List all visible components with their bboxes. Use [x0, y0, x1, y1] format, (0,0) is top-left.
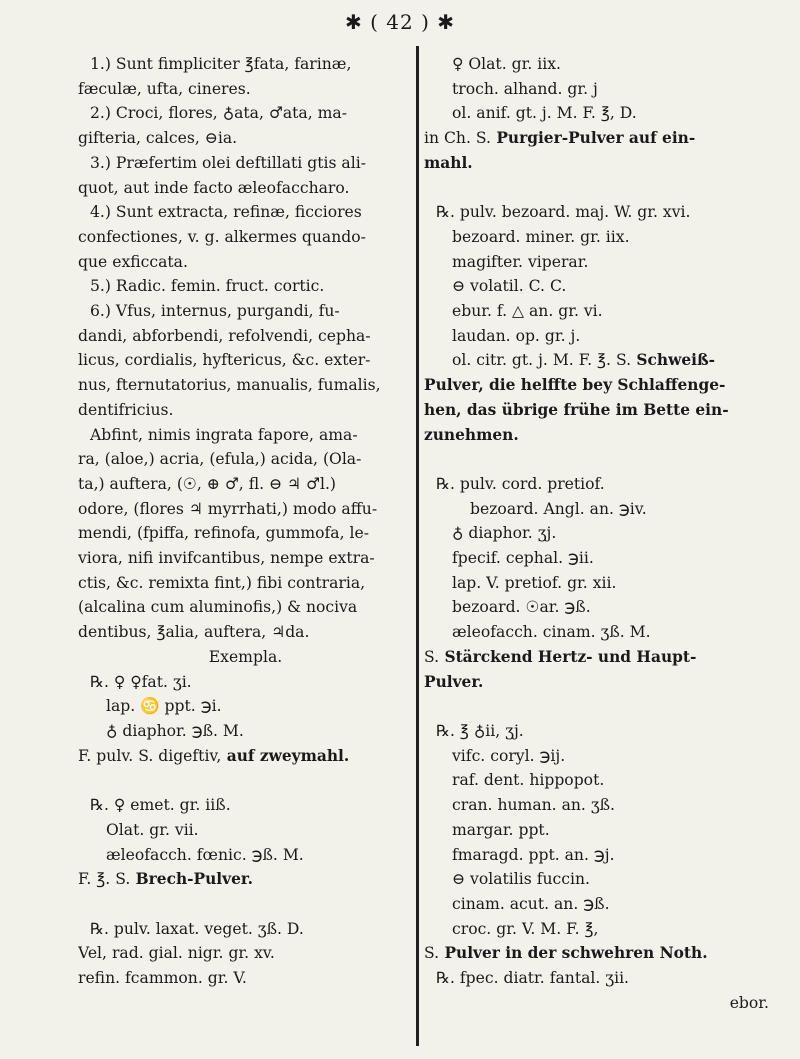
- right-text-line: [424, 324, 769, 349]
- latin-text: ta,) auftera, (☉, ⊕ ♂, fl. ⊖ ♃ ♂l.): [78, 474, 337, 493]
- right-text-line: [424, 546, 769, 571]
- latin-text: ℞. pulv. laxat. veget. ʒß. D.: [90, 919, 304, 938]
- page-header: ✱ ( 42 ) ✱: [345, 10, 455, 34]
- right-text-line: [424, 225, 769, 250]
- left-text-line: [78, 546, 413, 571]
- latin-text: fpecif. cephal. ℈ii.: [452, 549, 594, 568]
- latin-text: mendi, (fpiffa, refinofa, gummofa, le-: [78, 524, 370, 543]
- left-text-line: [78, 521, 413, 546]
- left-text-line: [78, 52, 413, 77]
- latin-text: Exempla.: [208, 647, 283, 666]
- latin-text: 1.) Sunt fimpliciter ℥fata, farinæ,: [90, 55, 352, 73]
- right-text-line: [424, 744, 769, 769]
- left-text-line: [78, 843, 413, 868]
- left-text-line: [78, 324, 413, 349]
- left-text-line: [78, 200, 413, 225]
- left-text-line: [78, 472, 413, 497]
- left-text-line: [78, 77, 413, 102]
- latin-text: bezoard. miner. gr. iix.: [452, 227, 630, 246]
- latin-text: lap. ♋ ppt. ℈i.: [106, 697, 222, 716]
- latin-text: ol. citr. gt. j. M. F. ℥. S.: [452, 351, 632, 370]
- latin-text: bezoard. Angl. an. ℈iv.: [470, 499, 647, 518]
- latin-text: que exficcata.: [78, 252, 188, 271]
- left-text-line: [78, 917, 413, 942]
- left-text-line: [78, 571, 413, 596]
- latin-text: ℞. pulv. cord. pretiof.: [436, 474, 605, 493]
- latin-text: cinam. acut. an. ℈ß.: [452, 894, 610, 913]
- latin-text: æleofacch. fœnic. ℈ß. M.: [106, 845, 304, 864]
- right-text-line: [424, 77, 769, 102]
- latin-text: dandi, abforbendi, refolvendi, cepha-: [78, 326, 371, 345]
- latin-text: Olat. gr. vii.: [106, 820, 199, 839]
- latin-text: ebur. f. △ an. gr. vi.: [452, 302, 603, 321]
- fraktur-text: Pulver in der schwehren Noth.: [439, 944, 708, 963]
- latin-text: dentifricius.: [78, 400, 174, 419]
- left-text-line: [78, 768, 413, 793]
- left-text-line: [78, 744, 413, 769]
- latin-text: viora, nifi invifcantibus, nempe extra-: [78, 549, 375, 568]
- latin-text: ebor.: [729, 993, 769, 1012]
- latin-text: magifter. viperar.: [452, 252, 589, 271]
- right-text-line: [424, 694, 769, 719]
- latin-text: vifc. coryl. ℈ij.: [452, 746, 566, 765]
- fraktur-text: hen, das übrige frühe im Bette ein-: [424, 400, 729, 419]
- latin-text: 5.) Radic. femin. fruct. cortic.: [90, 277, 325, 296]
- latin-text: in Ch. S.: [424, 129, 491, 148]
- right-text-line: [424, 101, 769, 126]
- right-column: [424, 52, 769, 1015]
- latin-text: nus, fternutatorius, manualis, fumalis,: [78, 376, 381, 395]
- right-text-line: [424, 941, 769, 966]
- latin-text: fmaragd. ppt. an. ℈j.: [452, 845, 615, 864]
- latin-text: confectiones, v. g. alkermes quando-: [78, 227, 366, 246]
- latin-text: ctis, &c. remixta fint,) fibi contraria,: [78, 573, 366, 592]
- latin-text: ra, (aloe,) acria, (efula,) acida, (Ola-: [78, 450, 362, 469]
- latin-text: ♁ diaphor. ʒj.: [452, 524, 557, 543]
- latin-text: æleofacch. cinam. ʒß. M.: [452, 623, 651, 642]
- right-text-line: [424, 843, 769, 868]
- fraktur-text: mahl.: [424, 153, 473, 172]
- left-text-line: [78, 423, 413, 448]
- fraktur-text: Schweiß-: [631, 351, 716, 370]
- left-text-line: [78, 101, 413, 126]
- fraktur-text: Purgier-Pulver auf ein-: [490, 129, 696, 148]
- right-text-line: [424, 818, 769, 843]
- latin-text: dentibus, ℥alia, auftera, ♃da.: [78, 623, 310, 642]
- fraktur-text: Stärckend Hertz- und Haupt-: [439, 647, 697, 666]
- left-text-line: [78, 447, 413, 472]
- right-text-line: [424, 991, 769, 1016]
- left-text-line: [78, 274, 413, 299]
- left-text-line: [78, 793, 413, 818]
- latin-text: raf. dent. hippopot.: [452, 771, 605, 790]
- right-text-line: [424, 892, 769, 917]
- latin-text: odore, (flores ♃ myrrhati,) modo affu-: [78, 499, 378, 518]
- latin-text: laudan. op. gr. j.: [452, 326, 581, 345]
- left-column: [78, 52, 413, 991]
- latin-text: 4.) Sunt extracta, refinæ, ficciores: [90, 203, 362, 222]
- left-text-line: [78, 867, 413, 892]
- latin-text: ℞. ♀ ♀fat. ʒi.: [90, 672, 192, 691]
- latin-text: S.: [424, 944, 440, 963]
- latin-text: 2.) Croci, flores, ♁ata, ♂ata, ma-: [90, 104, 347, 123]
- right-text-line: [424, 398, 769, 423]
- latin-text: ℞. ℥ ♁ii, ʒj.: [436, 721, 524, 740]
- right-text-line: [424, 472, 769, 497]
- left-text-line: [78, 126, 413, 151]
- right-text-line: [424, 768, 769, 793]
- left-text-line: [78, 670, 413, 695]
- right-text-line: [424, 274, 769, 299]
- right-text-line: [424, 917, 769, 942]
- fraktur-text: Pulver, die helffte bey Schlaffenge-: [424, 376, 726, 395]
- left-text-line: [78, 694, 413, 719]
- left-text-line: [78, 645, 413, 670]
- left-text-line: [78, 299, 413, 324]
- latin-text: F. ℥. S.: [78, 870, 131, 889]
- latin-text: bezoard. ☉ar. ℈ß.: [452, 598, 591, 617]
- latin-text: Vel, rad. gial. nigr. gr. xv.: [78, 944, 275, 963]
- latin-text: cran. human. an. ʒß.: [452, 796, 615, 815]
- right-text-line: [424, 151, 769, 176]
- latin-text: lap. V. pretiof. gr. xii.: [452, 573, 617, 592]
- right-text-line: [424, 447, 769, 472]
- column-divider: [416, 46, 419, 1046]
- left-text-line: [78, 151, 413, 176]
- right-text-line: [424, 250, 769, 275]
- latin-text: troch. alhand. gr. j: [452, 79, 598, 98]
- left-text-line: [78, 892, 413, 917]
- left-text-line: [78, 941, 413, 966]
- latin-text: ol. anif. gt. j. M. F. ℥, D.: [452, 104, 637, 123]
- latin-text: ⊖ volatil. C. C.: [452, 277, 567, 296]
- latin-text: refin. fcammon. gr. V.: [78, 969, 247, 988]
- right-text-line: [424, 299, 769, 324]
- right-text-line: [424, 966, 769, 991]
- latin-text: F. pulv. S. digeftiv,: [78, 746, 222, 765]
- left-text-line: [78, 398, 413, 423]
- fraktur-text: Brech-Pulver.: [130, 870, 253, 889]
- latin-text: ⊖ volatilis fuccin.: [452, 870, 590, 889]
- left-text-line: [78, 818, 413, 843]
- latin-text: 3.) Præfertim olei deftillati gtis ali-: [90, 153, 366, 172]
- latin-text: croc. gr. V. M. F. ℥,: [452, 919, 599, 938]
- right-text-line: [424, 176, 769, 201]
- latin-text: licus, cordialis, hyftericus, &c. exter-: [78, 351, 371, 370]
- right-text-line: [424, 595, 769, 620]
- left-text-line: [78, 250, 413, 275]
- left-text-line: [78, 497, 413, 522]
- right-text-line: [424, 670, 769, 695]
- latin-text: S.: [424, 647, 440, 666]
- latin-text: 6.) Vfus, internus, purgandi, fu-: [90, 302, 340, 321]
- latin-text: (alcalina cum aluminofis,) & nociva: [78, 598, 358, 617]
- latin-text: Abfint, nimis ingrata fapore, ama-: [90, 425, 358, 444]
- right-text-line: [424, 719, 769, 744]
- latin-text: margar. ppt.: [452, 820, 550, 839]
- right-text-line: [424, 373, 769, 398]
- left-text-line: [78, 176, 413, 201]
- left-text-line: [78, 966, 413, 991]
- latin-text: ℞. ♀ emet. gr. iiß.: [90, 796, 231, 815]
- latin-text: ℞. pulv. bezoard. maj. W. gr. xvi.: [436, 203, 691, 222]
- fraktur-text: auf zweymahl.: [221, 746, 350, 765]
- fraktur-text: zunehmen.: [424, 425, 519, 444]
- right-text-line: [424, 126, 769, 151]
- left-text-line: [78, 595, 413, 620]
- left-text-line: [78, 225, 413, 250]
- latin-text: ♁ diaphor. ℈ß. M.: [106, 721, 244, 740]
- latin-text: ℞. fpec. diatr. fantal. ʒii.: [436, 969, 630, 988]
- right-text-line: [424, 521, 769, 546]
- right-text-line: [424, 867, 769, 892]
- right-text-line: [424, 423, 769, 448]
- latin-text: gifteria, calces, ⊖ia.: [78, 129, 238, 148]
- latin-text: ♀ Olat. gr. iix.: [452, 55, 561, 73]
- left-text-line: [78, 373, 413, 398]
- right-text-line: [424, 620, 769, 645]
- right-text-line: [424, 348, 769, 373]
- right-text-line: [424, 200, 769, 225]
- right-text-line: [424, 497, 769, 522]
- right-text-line: [424, 645, 769, 670]
- left-text-line: [78, 620, 413, 645]
- left-text-line: [78, 348, 413, 373]
- left-text-line: [78, 719, 413, 744]
- fraktur-text: Pulver.: [424, 672, 484, 691]
- right-text-line: [424, 571, 769, 596]
- latin-text: quot, aut inde facto æleofaccharo.: [78, 178, 350, 197]
- latin-text: fæculæ, ufta, cineres.: [78, 79, 251, 98]
- right-text-line: [424, 793, 769, 818]
- right-text-line: [424, 52, 769, 77]
